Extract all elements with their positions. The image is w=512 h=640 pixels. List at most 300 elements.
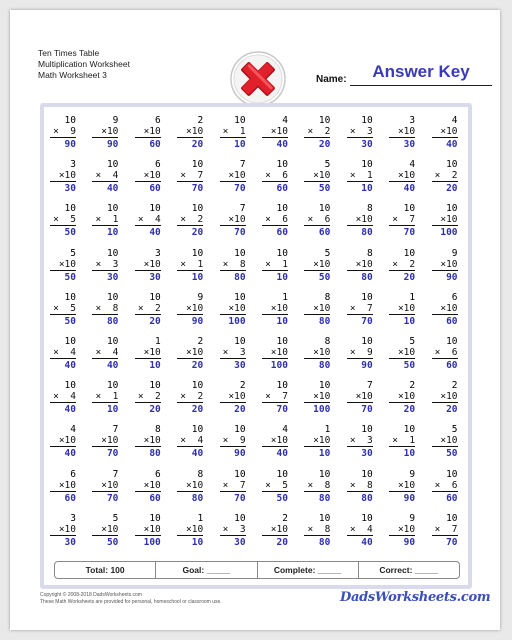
multiplier: ×10 — [186, 346, 204, 358]
answer-rule — [50, 137, 76, 138]
answer-rule — [220, 270, 246, 271]
answer: 70 — [361, 404, 373, 416]
multiplicand: 8 — [324, 335, 331, 347]
answer: 30 — [361, 448, 373, 460]
problem — [432, 469, 458, 504]
problem — [220, 248, 246, 283]
problem-cell — [44, 290, 86, 334]
problem — [220, 336, 246, 371]
multiplier: × 4 — [53, 346, 76, 358]
multiplier: ×10 — [313, 302, 331, 314]
answer-rule — [304, 446, 330, 447]
multiplicand: 2 — [239, 380, 246, 392]
answer: 60 — [149, 183, 161, 195]
answer-rule — [50, 314, 76, 315]
problem — [304, 292, 330, 327]
multiplier: ×10 — [397, 126, 416, 137]
multiplicand: 10 — [318, 203, 331, 215]
problem-cell — [214, 467, 256, 511]
problem-cell — [44, 467, 86, 511]
multiplier: ×10 — [397, 479, 416, 491]
answer-rule — [177, 446, 203, 447]
multiplier: × 8 — [307, 523, 331, 535]
problem-cell — [298, 290, 340, 334]
problem-cell — [426, 246, 468, 290]
answer: 50 — [64, 227, 76, 239]
problem-cell — [86, 290, 128, 334]
problem — [389, 292, 415, 327]
multiplier: × 2 — [307, 126, 331, 137]
problem-cell — [171, 511, 213, 555]
problem-cell — [341, 113, 383, 157]
problem — [432, 513, 458, 548]
problem-cell — [298, 467, 340, 511]
problem — [432, 380, 458, 415]
answer: 20 — [191, 227, 204, 239]
problem-cell — [214, 334, 256, 378]
multiplier: × 7 — [180, 170, 204, 182]
multiplier: ×10 — [397, 346, 416, 358]
multiplicand: 9 — [112, 115, 119, 126]
answer: 20 — [318, 139, 331, 150]
answer-rule — [177, 181, 203, 182]
problem-cell — [44, 511, 86, 555]
problem — [92, 380, 118, 415]
answer-rule — [432, 446, 458, 447]
answer: 10 — [318, 448, 331, 460]
problem-cell — [171, 467, 213, 511]
multiplier: ×10 — [313, 346, 331, 358]
multiplicand: 10 — [106, 335, 119, 347]
multiplicand: 7 — [367, 380, 373, 392]
answer: 10 — [276, 271, 288, 283]
problem — [262, 513, 288, 548]
problem-cell — [86, 157, 128, 201]
problem-cell — [171, 422, 213, 466]
problem — [92, 424, 118, 459]
problem — [220, 380, 246, 415]
multiplicand: 10 — [149, 203, 161, 215]
answer-rule — [262, 446, 288, 447]
problem — [92, 203, 118, 238]
problem — [135, 159, 161, 194]
problem — [135, 292, 161, 327]
answer: 90 — [403, 492, 416, 504]
problem-cell — [86, 246, 128, 290]
answer: 80 — [234, 271, 246, 283]
answer: 60 — [276, 227, 288, 239]
answer: 10 — [106, 404, 119, 416]
multiplier: ×10 — [440, 391, 458, 403]
problem — [50, 159, 76, 194]
multiplier: × 1 — [392, 435, 416, 447]
multiplicand: 10 — [149, 512, 161, 524]
problem-cell — [341, 157, 383, 201]
problem — [50, 292, 76, 327]
multiplicand: 7 — [112, 424, 119, 436]
answer-rule — [389, 402, 415, 403]
multiplier: ×10 — [270, 435, 288, 447]
multiplicand: 2 — [197, 115, 204, 126]
answer-rule — [220, 446, 246, 447]
answer-rule — [135, 225, 161, 226]
multiplier: × 6 — [434, 346, 458, 358]
problem-cell — [256, 378, 298, 422]
answer: 40 — [149, 227, 161, 239]
multiplicand: 5 — [324, 159, 331, 171]
answer-rule — [304, 181, 330, 182]
multiplicand: 10 — [403, 247, 416, 259]
multiplier: × 2 — [180, 214, 204, 226]
problem-cell — [298, 511, 340, 555]
answer-rule — [220, 535, 246, 536]
problem — [177, 115, 203, 150]
copyright-line: Copyright © 2008-2018 DadsWorksheets.com — [40, 592, 142, 598]
answer-rule — [389, 314, 415, 315]
answer-rule — [347, 402, 373, 403]
answer: 90 — [361, 359, 373, 371]
multiplicand: 10 — [191, 203, 204, 215]
problem — [347, 336, 373, 371]
answer-rule — [135, 314, 161, 315]
answer: 30 — [64, 536, 76, 548]
problem-cell — [383, 334, 425, 378]
answer: 70 — [403, 227, 416, 239]
answer: 60 — [64, 492, 76, 504]
answer-rule — [220, 402, 246, 403]
multiplicand: 5 — [324, 247, 331, 259]
problem-cell — [298, 201, 340, 245]
problem-cell — [86, 334, 128, 378]
answer-rule — [432, 270, 458, 271]
problem-cell — [298, 157, 340, 201]
problem — [389, 513, 415, 548]
multiplier: × 5 — [53, 302, 76, 314]
multiplier: × 6 — [434, 479, 458, 491]
multiplicand: 8 — [197, 468, 204, 480]
worksheet-header — [38, 48, 130, 81]
problem — [220, 115, 246, 150]
problem-cell — [383, 290, 425, 334]
multiplier: ×10 — [186, 126, 204, 137]
problem — [389, 424, 415, 459]
problems-frame — [40, 103, 472, 589]
multiplicand: 10 — [318, 468, 331, 480]
complete-cell: Complete: _____ — [257, 562, 358, 578]
answer-rule — [92, 314, 118, 315]
multiplicand: 1 — [155, 335, 161, 347]
worksheet-page — [10, 10, 500, 630]
answer: 40 — [64, 448, 76, 460]
answer-rule — [262, 225, 288, 226]
answer-rule — [50, 270, 76, 271]
answer: 40 — [276, 448, 288, 460]
problem — [389, 203, 415, 238]
worksheet-title: Ten Times Table — [38, 48, 100, 58]
answer-rule — [92, 137, 118, 138]
answer-rule — [50, 446, 76, 447]
worksheet-subtitle: Multiplication Worksheet — [38, 59, 130, 69]
problem-cell — [129, 246, 171, 290]
answer-rule — [389, 225, 415, 226]
answer-rule — [304, 491, 330, 492]
multiplier: ×10 — [58, 523, 76, 535]
answer: 50 — [446, 448, 458, 460]
problem-cell — [256, 290, 298, 334]
multiplier: ×10 — [143, 346, 161, 358]
answer-rule — [432, 225, 458, 226]
red-x-icon — [229, 50, 287, 108]
problem-cell — [298, 246, 340, 290]
problem — [177, 248, 203, 283]
multiplicand: 8 — [367, 203, 373, 215]
multiplier: ×10 — [397, 391, 416, 403]
multiplier: ×10 — [440, 258, 458, 270]
problem-cell — [426, 378, 468, 422]
multiplier: ×10 — [143, 523, 161, 535]
multiplicand: 10 — [276, 468, 288, 480]
answer-rule — [177, 491, 203, 492]
problem — [304, 336, 330, 371]
problem-cell — [426, 157, 468, 201]
multiplier: × 5 — [53, 214, 76, 226]
problem-cell — [341, 334, 383, 378]
multiplier: ×10 — [143, 435, 161, 447]
problem — [135, 115, 161, 150]
multiplicand: 10 — [106, 380, 119, 392]
multiplier: ×10 — [270, 523, 288, 535]
multiplier: ×10 — [228, 391, 246, 403]
answer: 70 — [234, 227, 246, 239]
answer: 60 — [149, 492, 161, 504]
multiplicand: 9 — [451, 247, 458, 259]
problem-cell — [298, 378, 340, 422]
answer-rule — [92, 535, 118, 536]
multiplier: × 1 — [265, 258, 288, 270]
answer-rule — [432, 491, 458, 492]
problem-cell — [44, 378, 86, 422]
problem-cell — [256, 422, 298, 466]
problem — [135, 469, 161, 504]
problem — [432, 424, 458, 459]
multiplier: ×10 — [186, 479, 204, 491]
answer-rule — [135, 358, 161, 359]
answer: 40 — [446, 139, 458, 150]
multiplicand: 10 — [361, 468, 373, 480]
answer: 80 — [361, 271, 373, 283]
multiplier: ×10 — [143, 170, 161, 182]
multiplier: ×10 — [397, 170, 416, 182]
problem-cell — [171, 201, 213, 245]
answer: 100 — [440, 227, 458, 239]
multiplier: × 7 — [222, 479, 246, 491]
problem-cell — [256, 246, 298, 290]
problem-cell — [426, 422, 468, 466]
problem — [304, 513, 330, 548]
problem — [262, 159, 288, 194]
problem-cell — [171, 157, 213, 201]
multiplier: ×10 — [397, 302, 416, 314]
problem-cell — [214, 378, 256, 422]
multiplier: × 7 — [434, 523, 458, 535]
problem — [177, 336, 203, 371]
problem-cell — [129, 113, 171, 157]
multiplicand: 7 — [239, 203, 246, 215]
answer: 40 — [64, 404, 76, 416]
answer-rule — [50, 181, 76, 182]
answer: 90 — [106, 139, 119, 150]
problem — [304, 248, 330, 283]
multiplicand: 10 — [361, 512, 373, 524]
multiplicand: 7 — [112, 468, 119, 480]
answer-rule — [92, 181, 118, 182]
problem-cell — [171, 334, 213, 378]
answer: 50 — [318, 183, 331, 195]
multiplicand: 10 — [361, 291, 373, 303]
multiplicand: 2 — [197, 335, 204, 347]
problem — [92, 336, 118, 371]
multiplicand: 10 — [106, 203, 119, 215]
multiplicand: 10 — [318, 115, 331, 126]
multiplier: ×10 — [143, 479, 161, 491]
problem — [50, 380, 76, 415]
answer: 10 — [149, 359, 161, 371]
multiplicand: 10 — [64, 380, 76, 392]
problem — [50, 203, 76, 238]
multiplicand: 10 — [276, 247, 288, 259]
answer-rule — [432, 181, 458, 182]
problem-cell — [383, 378, 425, 422]
problem-cell — [341, 467, 383, 511]
answer: 100 — [270, 359, 288, 371]
answer-rule — [92, 402, 118, 403]
multiplier: × 7 — [265, 391, 288, 403]
multiplicand: 10 — [446, 159, 458, 171]
problem — [432, 115, 458, 150]
problem — [389, 115, 415, 150]
problem — [220, 203, 246, 238]
problem-cell — [256, 467, 298, 511]
multiplicand: 10 — [64, 291, 76, 303]
problem-cell — [129, 157, 171, 201]
correct-cell: Correct: _____ — [358, 562, 459, 578]
multiplicand: 10 — [318, 512, 331, 524]
answer: 30 — [403, 139, 416, 150]
multiplier: ×10 — [101, 523, 119, 535]
problem-cell — [129, 334, 171, 378]
answer-rule — [135, 137, 161, 138]
multiplicand: 6 — [451, 291, 458, 303]
answer: 60 — [446, 359, 458, 371]
answer-rule — [177, 225, 203, 226]
problem — [92, 115, 118, 150]
answer: 20 — [403, 404, 416, 416]
multiplicand: 3 — [70, 512, 76, 524]
answer-rule — [304, 137, 330, 138]
problem — [347, 248, 373, 283]
answer-rule — [92, 225, 118, 226]
problem — [177, 203, 203, 238]
answer-rule — [177, 402, 203, 403]
answer: 20 — [191, 404, 204, 416]
multiplicand: 10 — [234, 291, 246, 303]
problem — [92, 159, 118, 194]
multiplier: × 2 — [180, 391, 204, 403]
problem-cell — [214, 201, 256, 245]
problem — [347, 292, 373, 327]
answer: 30 — [149, 271, 161, 283]
multiplier: × 4 — [95, 346, 119, 358]
problem-grid — [44, 113, 468, 555]
problem — [389, 159, 415, 194]
problem — [92, 513, 118, 548]
multiplier: × 4 — [53, 391, 76, 403]
multiplier: × 8 — [307, 479, 331, 491]
multiplier: ×10 — [58, 435, 76, 447]
answer: 90 — [64, 139, 76, 150]
problem-cell — [426, 511, 468, 555]
answer-rule — [177, 137, 203, 138]
multiplicand: 9 — [409, 468, 416, 480]
problem-cell — [86, 511, 128, 555]
problem — [177, 380, 203, 415]
worksheet-number: Math Worksheet 3 — [38, 70, 107, 80]
multiplier: ×10 — [355, 214, 373, 226]
multiplicand: 9 — [197, 291, 204, 303]
problem — [220, 513, 246, 548]
multiplicand: 10 — [106, 291, 119, 303]
answer-rule — [347, 225, 373, 226]
answer: 80 — [361, 227, 373, 239]
problem — [304, 380, 330, 415]
problem-cell — [426, 290, 468, 334]
multiplicand: 6 — [70, 468, 76, 480]
answer: 80 — [318, 492, 331, 504]
multiplicand: 10 — [403, 424, 416, 436]
problem — [92, 469, 118, 504]
problem-cell — [383, 246, 425, 290]
problem — [389, 248, 415, 283]
problem-cell — [426, 334, 468, 378]
answer-rule — [304, 225, 330, 226]
multiplicand: 2 — [282, 512, 288, 524]
problem — [50, 336, 76, 371]
multiplier: ×10 — [143, 126, 161, 137]
multiplicand: 10 — [446, 203, 458, 215]
problem — [304, 203, 330, 238]
answer: 80 — [149, 448, 161, 460]
answer: 10 — [276, 315, 288, 327]
answer: 20 — [149, 404, 161, 416]
problem — [347, 469, 373, 504]
multiplier: ×10 — [270, 346, 288, 358]
problem-cell — [383, 511, 425, 555]
problem — [262, 469, 288, 504]
multiplier: × 4 — [137, 214, 161, 226]
multiplicand: 10 — [318, 380, 331, 392]
problem — [262, 424, 288, 459]
multiplicand: 10 — [191, 247, 204, 259]
multiplier: ×10 — [440, 302, 458, 314]
problem-cell — [214, 157, 256, 201]
multiplier: × 2 — [434, 170, 458, 182]
multiplicand: 1 — [282, 291, 288, 303]
multiplier: ×10 — [440, 214, 458, 226]
problem — [389, 469, 415, 504]
problem-cell — [86, 378, 128, 422]
answer: 100 — [228, 315, 246, 327]
problem — [347, 115, 373, 150]
